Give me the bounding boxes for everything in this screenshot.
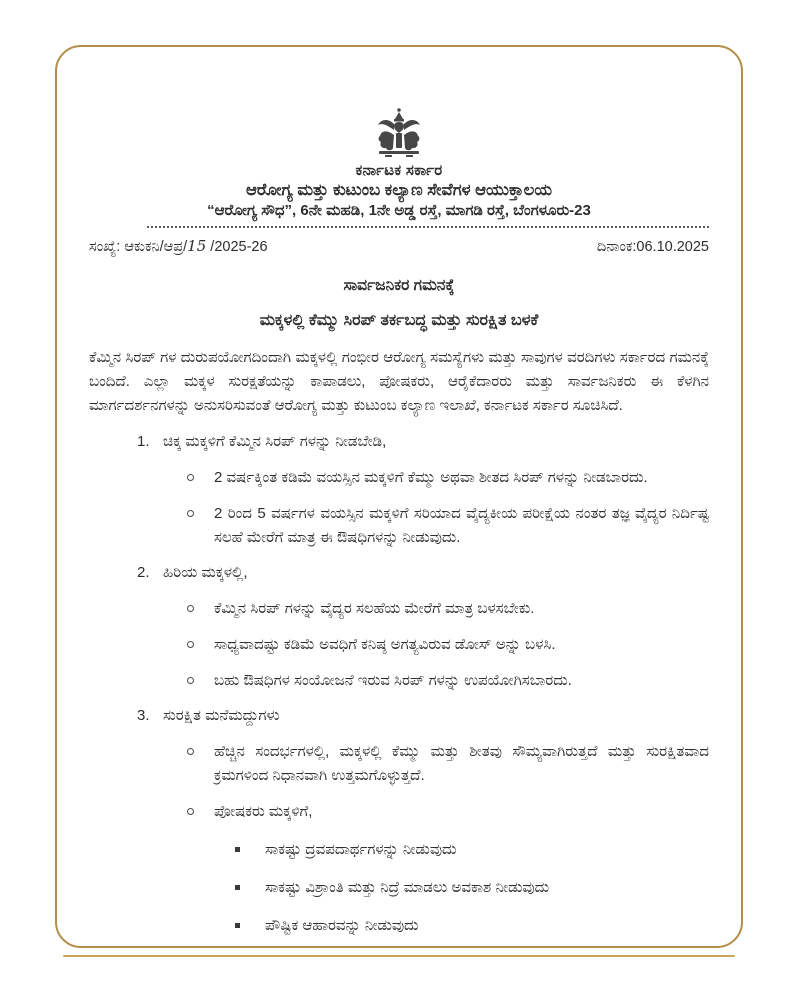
list-subsubitem-text: ಪೌಷ್ಟಿಕ ಆಹಾರವನ್ನು ನೀಡುವುದು — [265, 917, 419, 934]
list-item — [137, 561, 709, 585]
square-bullet-icon — [235, 885, 240, 890]
circle-bullet-icon — [187, 474, 194, 481]
circle-bullet-icon — [187, 605, 194, 612]
department-name: ಆರೋಗ್ಯ ಮತ್ತು ಕುಟುಂಬ ಕಲ್ಯಾಣ ಸೇವೆಗಳ ಆಯುಕ್ತಾಲಯ — [246, 181, 552, 199]
list-item-label: ಚಿಕ್ಕ ಮಕ್ಕಳಿಗೆ ಕೆಮ್ಮಿನ ಸಿರಪ್ ಗಳನ್ನು ನೀಡಬೇಡಿ, — [163, 433, 387, 450]
list-subitem-text: 2 ರಿಂದ 5 ವರ್ಷಗಳ ವಯಸ್ಸಿನ ಮಕ್ಕಳಿಗೆ ಸರಿಯಾದ ವೈದ್ಯಕೀಯ ಪರೀಕ್ಷೆಯ ನಂತರ ತಜ್ಞ ವೈದ್ಯರ ನಿರ್ದಿಷ್ಟ ಸಲಹೆ ಮೇರೆಗೆ ಮಾತ್ರ ಈ ಔಷಧಿಗಳನ್ನು ನೀಡುವುದು. — [214, 505, 709, 546]
government-name: ಕರ್ನಾಟಕ ಸರ್ಕಾರ — [355, 162, 443, 179]
list-item — [137, 704, 709, 728]
list-item-label: ಸುರಕ್ಷಿತ ಮನೆಮದ್ದುಗಳು — [163, 707, 280, 724]
list-item-label: ಹಿರಿಯ ಮಕ್ಕಳಲ್ಲಿ, — [163, 564, 248, 581]
list-subitem-text: ಸಾಧ್ಯವಾದಷ್ಟು ಕಡಿಮೆ ಅವಧಿಗೆ ಕನಿಷ್ಠ ಅಗತ್ಯವಿರುವ ಡೋಸ್ ಅನ್ನು ಬಳಸಿ. — [214, 636, 556, 653]
list-subitem — [187, 800, 709, 824]
list-subitem — [187, 466, 709, 490]
reference-row — [89, 237, 709, 255]
document-title: ಮಕ್ಕಳಲ್ಲಿ ಕೆಮ್ಮು ಸಿರಪ್ ತರ್ಕಬದ್ಧ ಮತ್ತು ಸುರಕ್ಷಿತ ಬಳಕೆ — [259, 312, 539, 329]
list-item — [137, 430, 709, 454]
notice-heading: ಸಾರ್ವಜನಿಕರ ಗಮನಕ್ಕೆ — [343, 277, 455, 294]
list-subitem — [187, 740, 709, 788]
reference-number — [89, 237, 268, 255]
letterhead — [89, 107, 709, 219]
document-date: ದಿನಾಂಕ:06.10.2025 — [596, 239, 709, 255]
list-subsubitem — [235, 838, 709, 862]
guideline-list — [89, 430, 709, 938]
list-subsubitem — [235, 914, 709, 938]
document-sheet — [55, 45, 743, 948]
reference-number-suffix: /2025-26 — [206, 239, 268, 255]
list-subitem-text: ಬಹು ಔಷಧಿಗಳ ಸಂಯೋಜನೆ ಇರುವ ಸಿರಪ್ ಗಳನ್ನು ಉಪಯೋಗಿಸಬಾರದು. — [214, 672, 572, 689]
list-subitem-text: ಹೆಚ್ಚಿನ ಸಂದರ್ಭಗಳಲ್ಲಿ, ಮಕ್ಕಳಲ್ಲಿ ಕೆಮ್ಮು ಮತ್ತು ಶೀತವು ಸೌಮ್ಯವಾಗಿರುತ್ತದೆ ಮತ್ತು ಸುರಕ್ಷಿತವಾದ ಕ್ರಮಗಳಿಂದ ನಿಧಾನವಾಗಿ ಉತ್ತಮಗೊಳ್ಳುತ್ತದೆ. — [214, 743, 709, 784]
circle-bullet-icon — [187, 748, 194, 755]
list-subitem — [187, 669, 709, 693]
list-subitem — [187, 597, 709, 621]
list-subitem-text: ಕೆಮ್ಮಿನ ಸಿರಪ್ ಗಳನ್ನು ವೈದ್ಯರ ಸಲಹೆಯ ಮೇರೆಗೆ ಮಾತ್ರ ಬಳಸಬೇಕು. — [214, 600, 535, 617]
intro-paragraph: ಕೆಮ್ಮಿನ ಸಿರಪ್ ಗಳ ದುರುಪಯೋಗದಿಂದಾಗಿ ಮಕ್ಕಳಲ್ಲಿ ಗಂಭೀರ ಆರೋಗ್ಯ ಸಮಸ್ಯೆಗಳು ಮತ್ತು ಸಾವುಗಳ ವರದಿಗಳು ಸರ್ಕಾರದ ಗಮನಕ್ಕೆ ಬಂದಿದೆ. ಎಲ್ಲಾ ಮಕ್ಕಳ ಸುರಕ್ಷತೆಯನ್ನು ಕಾಪಾಡಲು, ಪೋಷಕರು, ಆರೈಕೆದಾರರು ಮತ್ತು ಸಾರ್ವಜನಿಕರು ಈ ಕೆಳಗಿನ ಮಾರ್ಗದರ್ಶನಗಳನ್ನು ಅನುಸರಿಸುವಂತೆ ಆರೋಗ್ಯ ಮತ್ತು ಕುಟುಂಬ ಕಲ್ಯಾಣ ಇಲಾಖೆ, ಕರ್ನಾಟಕ ಸರ್ಕಾರ ಸೂಚಿಸಿದೆ. — [89, 349, 709, 414]
circle-bullet-icon — [187, 510, 194, 517]
list-subsubitem-text: ಸಾಕಷ್ಟು ವಿಶ್ರಾಂತಿ ಮತ್ತು ನಿದ್ರೆ ಮಾಡಲು ಅವಕಾಶ ನೀಡುವುದು — [265, 879, 550, 896]
square-bullet-icon — [235, 923, 240, 928]
karnataka-state-emblem-icon — [374, 107, 424, 159]
reference-number-prefix: ಸಂಖ್ಯೆ: ಆಕುಕನಿ/ಆಪ್ರ/ — [89, 239, 188, 255]
list-subitem — [187, 502, 709, 550]
address-line: “ಆರೋಗ್ಯ ಸೌಧ”, 6ನೇ ಮಹಡಿ, 1ನೇ ಅಡ್ಡ ರಸ್ತೆ, ಮಾಗಡಿ ರಸ್ತೆ, ಬೆಂಗಳೂರು-23 — [207, 202, 591, 219]
list-subsubitem-text: ಸಾಕಷ್ಟು ದ್ರವಪದಾರ್ಥಗಳನ್ನು ನೀಡುವುದು — [265, 841, 457, 858]
list-subitem-text: 2 ವರ್ಷಕ್ಕಿಂತ ಕಡಿಮೆ ವಯಸ್ಸಿನ ಮಕ್ಕಳಿಗೆ ಕೆಮ್ಮು ಅಥವಾ ಶೀತದ ಸಿರಪ್ ಗಳನ್ನು ನೀಡಬಾರದು. — [214, 469, 648, 486]
list-subitem — [187, 633, 709, 657]
dotted-separator — [147, 226, 709, 228]
list-item-number: 2. — [137, 564, 150, 581]
square-bullet-icon — [235, 847, 240, 852]
list-subsubitem — [235, 876, 709, 900]
list-item-number: 3. — [137, 707, 150, 724]
list-item-number: 1. — [137, 433, 150, 450]
document-content — [57, 47, 741, 938]
circle-bullet-icon — [187, 641, 194, 648]
circle-bullet-icon — [187, 808, 194, 815]
reference-number-handwritten: 15 — [187, 237, 207, 255]
circle-bullet-icon — [187, 677, 194, 684]
list-subitem-text: ಪೋಷಕರು ಮಕ್ಕಳಿಗೆ, — [214, 803, 313, 820]
